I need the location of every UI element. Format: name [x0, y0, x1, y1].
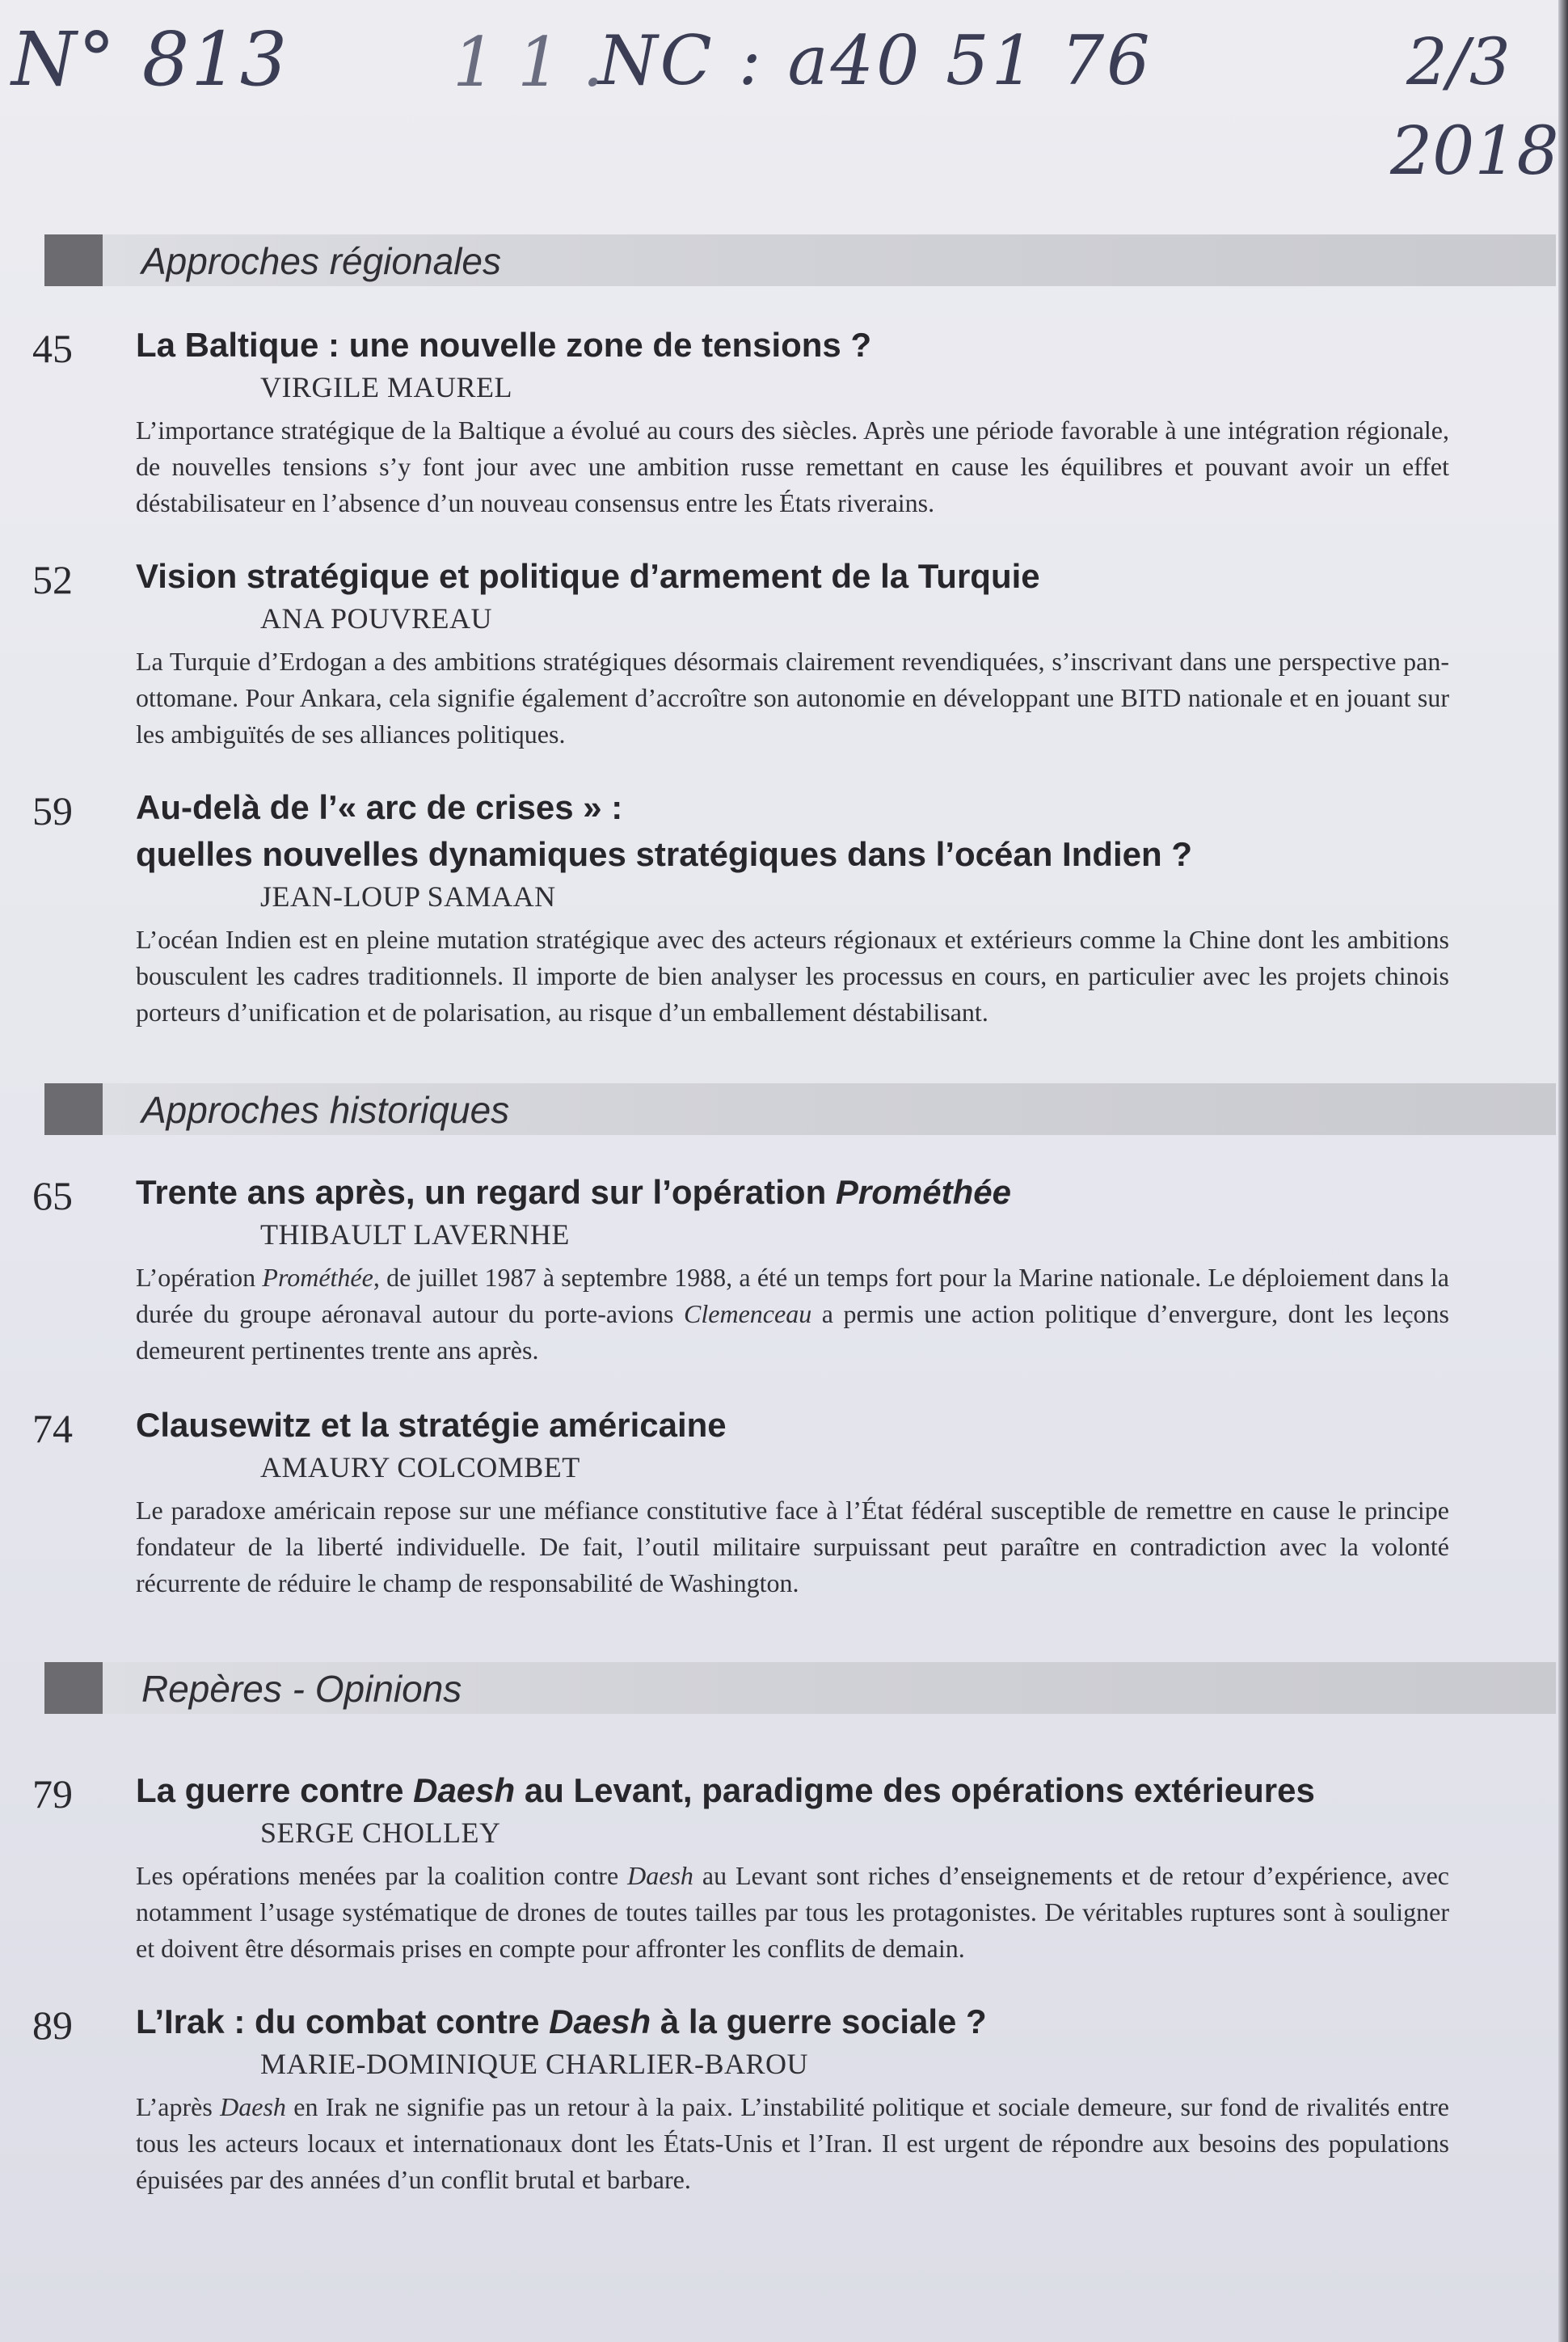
page-number: 79	[32, 1771, 73, 1817]
summary-text: au Levant sont riches d’enseignements et de retour d’expérience, avec notamment l’usage systématique de drones de toutes tailles par tous les protagonistes. De véritables ruptures sont à souligner et doivent être désormais prises en compte pour affronter les conflits de demain.	[136, 1861, 1450, 1963]
handwritten-issue-fraction: 2/3	[1406, 24, 1511, 99]
article-title-line1: Au-delà de l’« arc de crises » :	[136, 788, 623, 826]
handwritten-marks: 1 1 .	[453, 23, 604, 102]
page-number: 74	[32, 1406, 73, 1451]
section-header-historical	[44, 1083, 1556, 1135]
toc-entry	[32, 1767, 1450, 1977]
handwritten-issue-number: N° 813	[11, 16, 289, 103]
article-author: AMAURY COLCOMBET	[260, 1451, 580, 1483]
summary-text: L’opération	[136, 1263, 263, 1292]
summary-italic: Daesh	[220, 2092, 286, 2121]
article-author: VIRGILE MAUREL	[260, 371, 512, 403]
toc-entry	[32, 1169, 1450, 1379]
summary-text: a permis une action politique d’envergure, dont les leçons demeurent pertinentes trente ans après.	[136, 1299, 1450, 1365]
section-title: Approches régionales	[141, 240, 501, 282]
section-marker	[44, 1083, 103, 1135]
toc-entry	[32, 1402, 1449, 1612]
section-marker	[44, 1662, 103, 1714]
section-marker	[44, 234, 103, 286]
summary-italic: Prométhée	[262, 1263, 373, 1292]
toc-entry	[32, 553, 1449, 763]
article-author: THIBAULT LAVERNHE	[260, 1218, 570, 1251]
title-text: La guerre contre	[136, 1771, 414, 1809]
article-title	[136, 1767, 1461, 1814]
title-text: à la guerre sociale ?	[651, 2002, 987, 2040]
article-author: MARIE-DOMINIQUE CHARLIER-BAROU	[260, 2048, 808, 2080]
article-author: JEAN-LOUP SAMAAN	[260, 880, 556, 913]
article-title: Vision stratégique et politique d’armement de la Turquie	[136, 557, 1040, 595]
article-summary: L’océan Indien est en pleine mutation stratégique avec des acteurs régionaux et extérieurs comme la Chine dont les ambitions bousculent les cadres traditionnels. Il importe de bien analyser les processus en cours, en particulier avec les projets chinois porteurs d’unification et de polarisation, au risque d’un emballement déstabilisant.	[136, 925, 1449, 1027]
summary-text: , de juillet 1987 à septembre 1988, a été un temps fort pour la Marine nationale. Le déploiement dans la durée du groupe aéronaval autour du porte-avions	[136, 1263, 1450, 1328]
toc-entry	[32, 1998, 1450, 2209]
title-text: L’Irak : du combat contre	[136, 2002, 550, 2040]
article-summary: La Turquie d’Erdogan a des ambitions stratégiques désormais clairement revendiquées, s’inscrivant dans une perspective pan-ottomane. Pour Ankara, cela signifie également d’accroître son autonomie en développant une BITD nationale et en jouant sur les ambiguïtés de ses alliances politiques.	[136, 647, 1449, 749]
title-italic: Prométhée	[835, 1173, 1011, 1211]
section-header-opinions	[44, 1662, 1556, 1714]
article-summary: Le paradoxe américain repose sur une méfiance constitutive face à l’État fédéral susceptible de remettre en cause le principe fondateur de la liberté individuelle. De fait, l’outil militaire surpuissant peut paraître en contradiction avec la volonté récurrente de réduire le champ de responsabilité de Washington.	[136, 1496, 1449, 1597]
toc-entry	[32, 784, 1449, 1043]
article-title: La Baltique : une nouvelle zone de tensions ?	[136, 326, 872, 364]
summary-text: L’après	[136, 2092, 221, 2121]
article-title: Clausewitz et la stratégie américaine	[136, 1406, 727, 1444]
summary-italic: Daesh	[627, 1861, 693, 1890]
article-title	[136, 1169, 1461, 1216]
page-number: 65	[32, 1173, 73, 1218]
page-number: 45	[32, 326, 73, 371]
title-italic: Daesh	[549, 2002, 651, 2040]
article-title	[136, 1998, 1461, 2045]
summary-italic: Clemenceau	[684, 1299, 812, 1328]
title-italic: Daesh	[413, 1771, 516, 1809]
page-edge-shadow	[1558, 0, 1568, 2342]
handwritten-year: 2018	[1390, 113, 1559, 190]
section-title: Repères - Opinions	[141, 1668, 462, 1710]
article-author: ANA POUVREAU	[260, 602, 493, 635]
section-header-regional	[44, 234, 1556, 286]
page-number: 52	[32, 557, 73, 602]
article-summary	[136, 1260, 1449, 1369]
page-number: 59	[32, 788, 73, 833]
section-title: Approches historiques	[141, 1089, 510, 1131]
title-text: Trente ans après, un regard sur l’opération	[136, 1173, 836, 1211]
summary-text: en Irak ne signifie pas un retour à la paix. L’instabilité politique et sociale demeure, sur fond de rivalités entre tous les acteurs locaux et internationaux dont les États-Unis et l’Iran. Il est urgent de répondre aux besoins des populations épuisées par des années d’un conflit brutal et barbare.	[136, 2092, 1450, 2194]
summary-text: Les opérations menées par la coalition contre	[136, 1861, 628, 1890]
title-text: au Levant, paradigme des opérations extérieures	[515, 1771, 1315, 1809]
handwritten-catalog-ref: NC : a40 51 76	[598, 21, 1153, 100]
article-author: SERGE CHOLLEY	[260, 1817, 501, 1849]
article-summary	[136, 2089, 1449, 2198]
article-summary	[136, 1858, 1449, 1967]
page-number: 89	[32, 2002, 73, 2048]
article-title-line2: quelles nouvelles dynamiques stratégiques dans l’océan Indien ?	[136, 835, 1193, 873]
article-summary: L’importance stratégique de la Baltique a évolué au cours des siècles. Après une période favorable à une intégration régionale, de nouvelles tensions s’y font jour avec une ambition russe remettant en cause les équilibres et pouvant avoir un effet déstabilisateur en l’absence d’un nouveau consensus entre les États riverains.	[136, 416, 1449, 517]
toc-entry	[32, 322, 1449, 532]
